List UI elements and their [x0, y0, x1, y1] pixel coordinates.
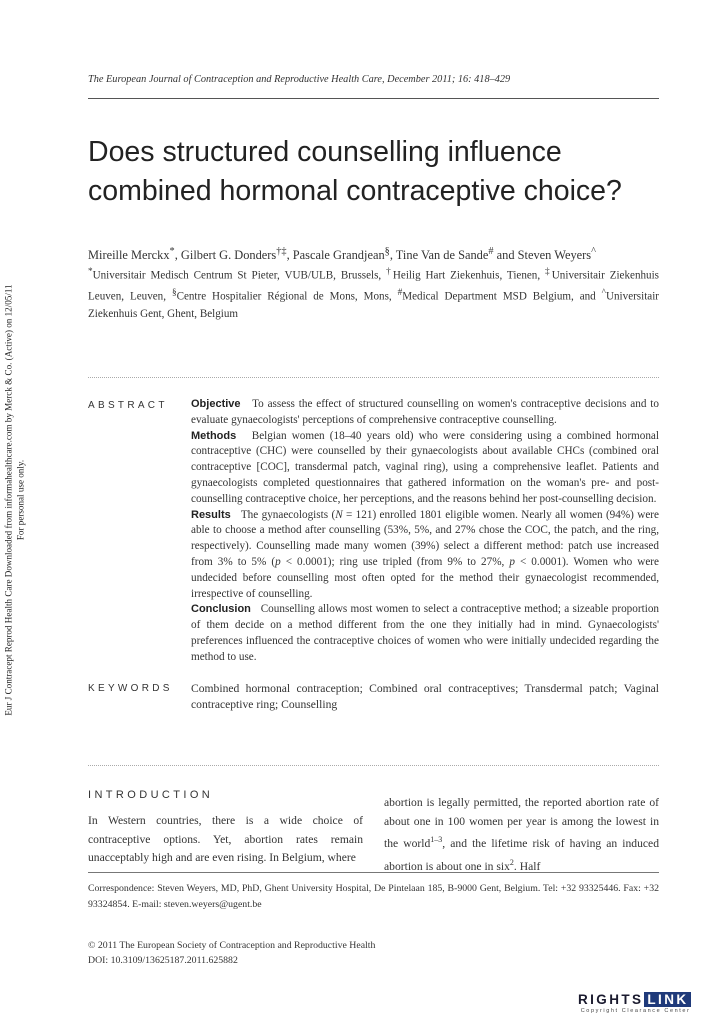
journal-citation: The European Journal of Contraception and Reproductive Health Care, December 2011; 16: 418–429 — [88, 74, 511, 85]
affil-mark: ‡ — [545, 267, 552, 277]
author-name: Steven Weyers — [517, 248, 592, 263]
results-italic: p — [275, 555, 281, 568]
affiliations — [88, 264, 659, 324]
author-name: Mireille Merckx — [88, 248, 170, 263]
section-divider — [88, 765, 659, 766]
rightslink-word-rights: RIGHTS — [578, 992, 644, 1007]
intro-left-column: In Western countries, there is a wide choice of contraceptive options. Yet, abortion rates remain unacceptably high and are even rising. In Belgium, where — [88, 814, 363, 865]
results-text: = 121) enrolled 1801 eligible women. Nearly all women (94%) were able to choose a method after counselling (53%, 5%, and 27% chose the COC, the patch, and the ring, respectively). Counselling made many women (39%) select a different method: patch use increased from 3% to 5% ( — [191, 508, 659, 568]
keywords-label: KEYWORDS — [88, 683, 173, 694]
copyright-block — [88, 938, 488, 968]
author-mark: * — [169, 246, 175, 257]
keywords-text: Combined hormonal contraception; Combined oral contraceptives; Transdermal patch; Vaginal contraceptive ring; Counselling — [191, 682, 659, 711]
results-italic: p — [509, 555, 515, 568]
conclusion-text: Counselling allows most women to select a contraceptive method; a sizeable proportion of them decide on a method different from the one they initially had in mind. Gynaecologists' preferences influenced the contraceptive choices of women who were initially undecided regarding the method to use. — [191, 603, 660, 663]
author-name: Gilbert G. Donders — [180, 248, 277, 263]
article-title: Does structured counselling influence combined hormonal contraceptive choice? — [88, 136, 622, 207]
affil-mark: ^ — [601, 288, 606, 299]
correspondence: Correspondence: Steven Weyers, MD, PhD, Ghent University Hospital, De Pintelaan 185, B-9000 Gent, Belgium. Tel: +32 93325446. Fax: +32 93324854. E-mail: steven.weyers@ugent.be — [88, 883, 659, 910]
rightslink-word-link: LINK — [644, 992, 690, 1007]
rightslink-logo[interactable] — [578, 992, 691, 1014]
affil-mark: † — [386, 267, 393, 277]
methods-text: Belgian women (18–40 years old) who were considering using a combined hormonal contraceptive (CHC) were counselled by their gynaecologists about available CHCs (combined oral contraceptive [COC], transdermal patch, vaginal ring), using a comprehensive leaflet. Patients and gynaecologists completed questionnaires that gathered information on the woman's pre- and post-counselling contraceptive choice, her perceptions, and the reasons behind her post-counselling decision. — [191, 429, 660, 505]
affil-text: Universitair Ziekenhuis Leuven, Leuven, — [88, 269, 659, 303]
author-mark: # — [488, 246, 494, 257]
author-list: Mireille Merckx*, Gilbert G. Donders†‡, Pascale Grandjean§, Tine Van de Sande# and Steven Weyers^ — [88, 246, 596, 263]
affil-mark: * — [88, 267, 93, 277]
header-rule — [88, 98, 659, 99]
rightslink-subtitle: Copyright Clearance Center — [580, 1008, 691, 1014]
doi-line: DOI: 10.3109/13625187.2011.625882 — [88, 955, 238, 966]
citation-ref: 1–3 — [430, 835, 443, 845]
download-notice-line2: For personal use only. — [15, 459, 25, 541]
introduction-heading: INTRODUCTION — [88, 789, 214, 801]
intro-text: abortion is legally permitted, the reported abortion rate of about one in 100 women per year is among the lowest in the world — [384, 796, 659, 851]
objective-text: To assess the effect of structured counselling on women's contraceptive decisions and to evaluate gynaecologists' perceptions of comprehensive contraceptive counselling. — [191, 398, 660, 426]
affil-text: Universitair Ziekenhuis Gent, Ghent, Belgium — [88, 290, 659, 321]
abstract-objective — [191, 397, 659, 429]
abstract-conclusion — [191, 602, 659, 665]
results-text: < 0.0001). Women who were undecided before counselling most often opted for the method their gynaecologist recommended, irrespective of counselling. — [191, 555, 659, 600]
author-mark: ^ — [591, 246, 596, 257]
affil-mark: # — [397, 288, 403, 299]
affil-text: Medical Department MSD Belgium, and — [402, 290, 602, 303]
affil-text: Heilig Hart Ziekenhuis, Tienen, — [392, 269, 546, 282]
intro-text: . Half — [513, 859, 541, 873]
results-heading: Results — [191, 508, 231, 521]
affil-text: Universitair Medisch Centrum St Pieter, VUB/ULB, Brussels, — [92, 269, 387, 282]
intro-right-column — [384, 794, 659, 876]
author-name: Tine Van de Sande — [395, 248, 489, 263]
footnote-rule — [88, 872, 659, 873]
author-mark: †‡ — [276, 246, 287, 257]
conclusion-heading: Conclusion — [191, 603, 251, 616]
author-name: Pascale Grandjean — [292, 248, 385, 263]
objective-heading: Objective — [191, 398, 241, 410]
affil-mark: § — [171, 288, 177, 299]
results-text: The gynaecologists ( — [240, 508, 336, 521]
abstract-body — [191, 397, 659, 666]
results-italic: N — [335, 508, 343, 521]
abstract-methods — [191, 429, 659, 508]
citation-ref: 2 — [509, 857, 514, 867]
affil-text: Centre Hospitalier Régional de Mons, Mons, — [176, 290, 398, 303]
author-mark: § — [384, 246, 390, 257]
abstract-results — [191, 508, 659, 603]
section-divider — [88, 377, 659, 378]
results-text: < 0.0001); ring use tripled (from 9% to 27%, — [280, 555, 510, 568]
copyright-line: © 2011 The European Society of Contraception and Reproductive Health — [88, 940, 376, 951]
download-notice-line1: Eur J Contracept Reprod Health Care Downloaded from informahealthcare.com by Merck & Co. (Active) on 12/05/11 — [3, 284, 14, 716]
download-notice-sidebar — [0, 253, 30, 748]
methods-heading: Methods — [191, 429, 237, 442]
abstract-label: ABSTRACT — [88, 400, 168, 411]
intro-text: , and the lifetime risk of having an induced abortion is about one in six — [384, 837, 659, 873]
